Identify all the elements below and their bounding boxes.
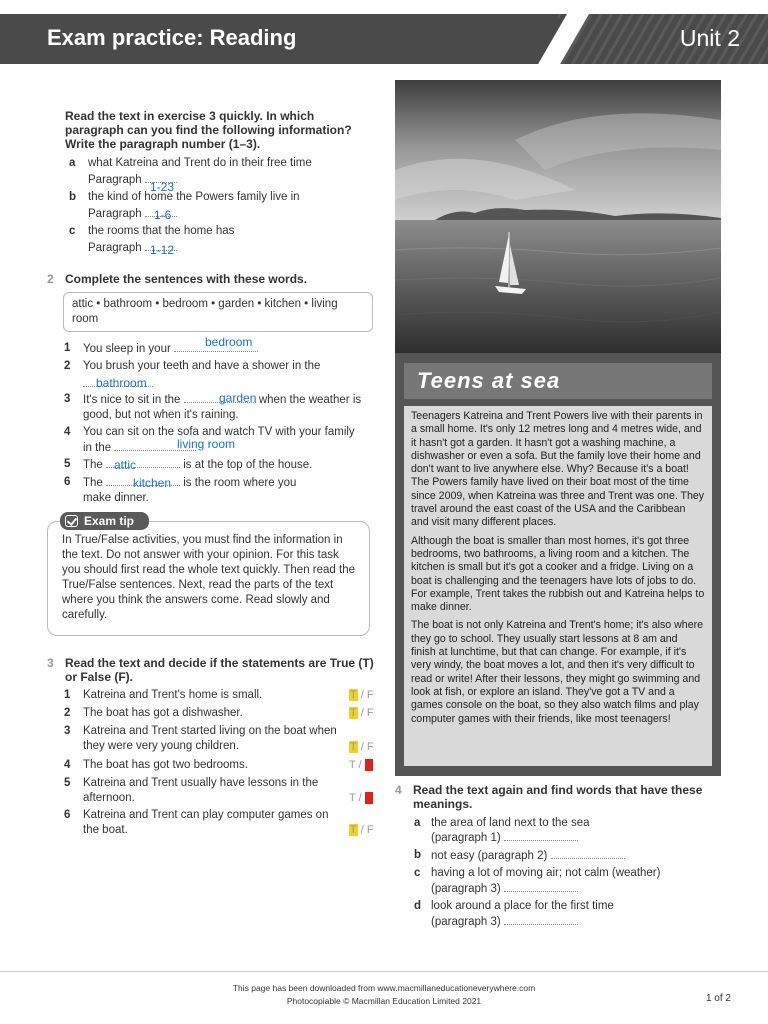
- ex3-number: 3: [47, 656, 54, 670]
- exam-tip-text: In True/False activities, you must find the information in the text. Do not answer with your opinion. For this task you should first read the whole text quickly. Then read the True/False sentences. Next, read the parts of the text where you think the answers come. Read slowly and carefully.: [62, 534, 355, 621]
- tf-choice-4[interactable]: T / F: [349, 759, 373, 771]
- ex2-answer-6: kitchen: [133, 476, 172, 490]
- ex2-answer-1: bedroom: [205, 335, 253, 349]
- ex2-number: 2: [47, 272, 54, 286]
- ex4-letter-a: a: [414, 817, 421, 829]
- ex4-ref-a: (paragraph 1): [431, 830, 578, 846]
- ex2-answer-3: garden: [219, 391, 257, 405]
- ex4-item-d: look around a place for the first time: [431, 900, 614, 912]
- ex2-item-6: The is the room where you make dinner.: [83, 477, 297, 504]
- ex2-num-3: 3: [64, 393, 71, 405]
- ex3-num-3: 3: [64, 725, 71, 737]
- sailboat-image: [395, 80, 721, 353]
- page-number: 1 of 2: [705, 993, 731, 1004]
- tf-choice-3[interactable]: T / F: [350, 741, 374, 753]
- ex4-letter-c: c: [414, 867, 421, 879]
- ex3-item-2: The boat has got a dishwasher.: [83, 707, 243, 719]
- ex2-item-5: The is at the top of the house.: [83, 459, 313, 471]
- ex1-answer-c: 1-12: [150, 243, 175, 257]
- ex2-num-4: 4: [64, 426, 71, 438]
- page-title: Exam practice: Reading: [47, 25, 297, 50]
- ex4-letter-d: d: [414, 900, 422, 912]
- ex2-num-6: 6: [64, 476, 71, 488]
- ex1-answer-b: 1-6: [154, 208, 172, 222]
- ex1-item-c: the rooms that the home has: [88, 225, 235, 237]
- ex2-answer-5: attic: [114, 458, 137, 472]
- answer-blank[interactable]: [551, 848, 625, 859]
- tf-choice-2[interactable]: T / F: [350, 707, 374, 719]
- tf-choice-1[interactable]: T / F: [350, 689, 374, 701]
- ex3-num-6: 6: [64, 809, 71, 821]
- ex3-num-2: 2: [64, 707, 71, 719]
- ex2-answer-2: bathroom: [96, 376, 147, 390]
- ex3-item-3: Katreina and Trent started living on the boat when they were very young children.: [83, 725, 337, 752]
- page-header: [0, 14, 768, 64]
- ex2-item-3: It's nice to sit in the when the weather is good, but not when it's raining.: [83, 394, 362, 421]
- ex2-answer-4: living room: [177, 437, 236, 451]
- ex4-letter-b: b: [414, 849, 422, 861]
- tf-choice-5[interactable]: T / F: [349, 792, 373, 804]
- paragraph-label: Paragraph: [88, 208, 142, 220]
- ex1-letter-a: a: [69, 157, 76, 169]
- article-paragraph-1: Teenagers Katreina and Trent Powers live with their parents in a small home. It's only 12 metres long and 4 metres wide, and it hasn't got a garden. It hasn't got a washing machine, a dishwasher or even a sofa. But the family love their home and don't want to live anywhere else. Why? Because it's a boat! The Powers family have lived on their boat most of the time since 2009, when Katreina was three and Trent was one. They travel around the east coast of the USA and the Caribbean and visit many different places.: [411, 410, 705, 529]
- ex4-item-b: not easy (paragraph 2): [431, 848, 625, 864]
- ex1-answer-a: 1-23: [150, 180, 175, 194]
- ex2-item-4: You can sit on the sofa and watch TV with your family in the: [83, 426, 355, 454]
- ex4-item-c: having a lot of moving air; not calm (weather): [431, 867, 661, 879]
- ex4-number: 4: [395, 783, 402, 797]
- ex1-letter-c: c: [69, 225, 76, 237]
- ex3-num-1: 1: [64, 689, 71, 701]
- article-paragraph-3: The boat is not only Katreina and Trent's home; it's also where they go to school. They usually start lessons at 8 am and finish at lunchtime, but that can change. For example, if it's very windy, the boat moves a lot, and then it's very difficult to read or write! After their lessons, they might go swimming and look at fish, or explore an island. They've got a TV and a games console on the boat, so they also watch films and play computer games with their friends, like most teenagers!: [411, 619, 704, 725]
- answer-blank[interactable]: [504, 830, 578, 841]
- ex2-item-2: You brush your teeth and have a shower in the: [83, 360, 321, 372]
- article-paragraph-2: Although the boat is smaller than most homes, it's got three bedrooms, two bathrooms, a living room and a kitchen. The kitchen is small but it's got a cooker and a fridge. Living on a boat is challenging and the teenagers have lots of jobs to do. For example, Trent takes the rubbish out and Katreina helps to make dinner.: [411, 534, 705, 614]
- ex2-num-1: 1: [64, 342, 71, 354]
- ex3-item-5: Katreina and Trent usually have lessons in the afternoon.: [83, 777, 319, 804]
- exam-tip-label: Exam tip: [60, 512, 149, 530]
- article-title: Teens at sea: [404, 363, 712, 399]
- footer-divider: [0, 971, 768, 972]
- ex4-ref-d: (paragraph 3): [431, 914, 578, 930]
- ex1-letter-b: b: [69, 191, 77, 203]
- paragraph-label: Paragraph: [88, 242, 142, 254]
- footer-copyright: Photocopiable © Macmillan Education Limited 2021: [286, 996, 482, 1006]
- ex4-ref-c: (paragraph 3): [431, 881, 578, 897]
- answer-blank[interactable]: [504, 914, 578, 925]
- ex3-instructions: Read the text and decide if the statements are True (T) or False (F).: [65, 656, 374, 684]
- answer-blank[interactable]: [504, 881, 578, 892]
- word-box: attic • bathroom • bedroom • garden • kitchen • living room: [63, 292, 373, 332]
- ex3-item-6: Katreina and Trent can play computer games on the boat.: [83, 809, 329, 836]
- ex2-num-5: 5: [64, 458, 71, 470]
- unit-label: Unit 2: [679, 25, 740, 51]
- tf-choice-6[interactable]: T / F: [350, 824, 374, 836]
- article-body: [404, 406, 712, 766]
- footer-download-note: This page has been downloaded from www.macmillaneducationeverywhere.com: [232, 983, 536, 993]
- ex4-instructions: Read the text again and find words that have these meanings.: [413, 783, 703, 811]
- ex1-item-a: what Katreina and Trent do in their free time: [88, 157, 312, 169]
- ex3-num-4: 4: [64, 759, 71, 771]
- checkmark-icon: [65, 515, 78, 527]
- ex3-item-1: Katreina and Trent's home is small.: [83, 689, 263, 701]
- exam-tip-box: [47, 521, 370, 636]
- ex2-num-2: 2: [64, 360, 71, 372]
- sailboat-photo: [395, 80, 721, 353]
- ex1-instructions: Read the text in exercise 3 quickly. In which paragraph can you find the following information? Write the paragraph number (1–3).: [65, 109, 352, 151]
- ex3-item-4: The boat has got two bedrooms.: [83, 759, 248, 771]
- paragraph-label: Paragraph: [88, 174, 142, 186]
- ex2-instructions: Complete the sentences with these words.: [65, 272, 308, 286]
- ex1-item-b: the kind of home the Powers family live in: [88, 191, 300, 203]
- ex2-item-1: You sleep in your: [83, 341, 378, 357]
- ex4-item-a: the area of land next to the sea: [431, 817, 590, 829]
- ex3-num-5: 5: [64, 777, 71, 789]
